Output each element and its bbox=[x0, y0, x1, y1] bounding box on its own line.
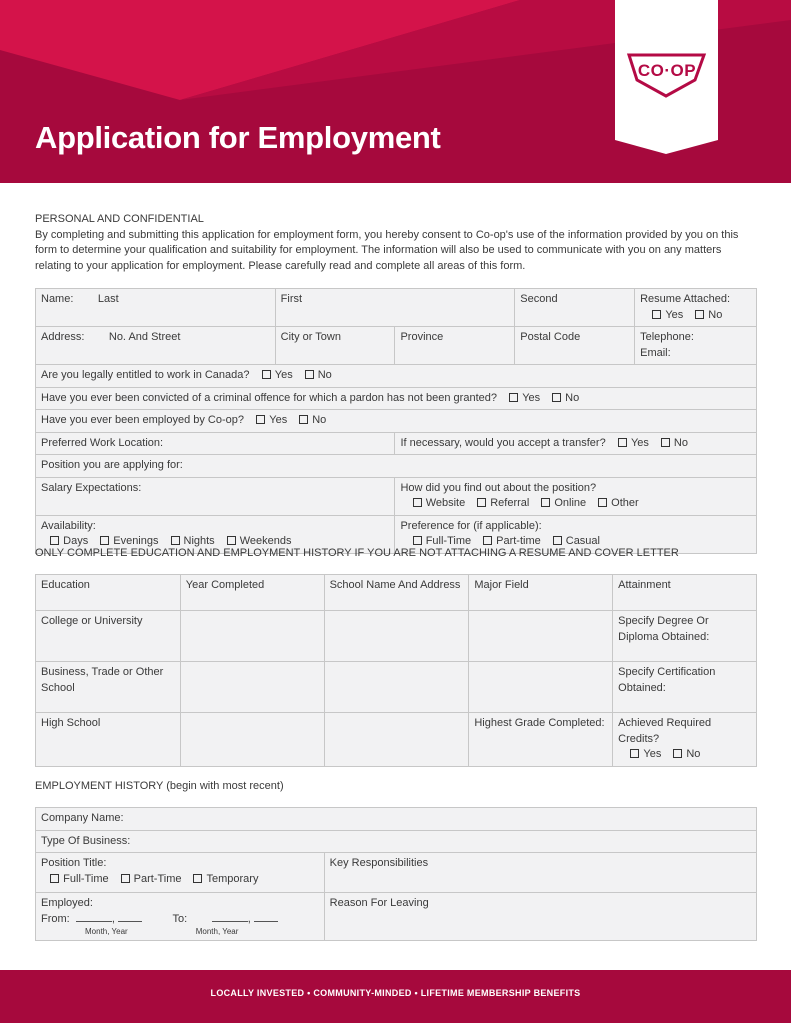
transfer-yes-checkbox[interactable] bbox=[618, 438, 627, 447]
weekends-checkbox[interactable] bbox=[227, 536, 236, 545]
name-label: Name: bbox=[41, 293, 74, 305]
availability-label: Availability: bbox=[41, 519, 96, 532]
credits-no-checkbox[interactable] bbox=[673, 749, 682, 758]
col-attainment bbox=[613, 575, 757, 611]
company-label: Company Name: bbox=[41, 812, 124, 824]
yes-label: Yes bbox=[643, 748, 662, 760]
convicted-no-checkbox[interactable] bbox=[552, 393, 561, 402]
entitled-yes-checkbox[interactable] bbox=[262, 370, 271, 379]
no-label: No bbox=[708, 308, 723, 321]
col-education bbox=[36, 575, 181, 611]
emp-fulltime-checkbox[interactable] bbox=[50, 874, 59, 883]
second-name-cell[interactable] bbox=[515, 289, 635, 327]
position-label: Position you are applying for: bbox=[41, 459, 183, 471]
second-name-label: Second bbox=[520, 293, 558, 305]
business-year-field[interactable] bbox=[180, 662, 324, 713]
entitled-question: Are you legally entitled to work in Canada? bbox=[41, 369, 250, 381]
no-label: No bbox=[565, 391, 580, 404]
entitled-row bbox=[36, 365, 757, 388]
nights-checkbox[interactable] bbox=[171, 536, 180, 545]
convicted-question: Have you ever been convicted of a criminal offence for which a pardon has not been granted? bbox=[41, 391, 497, 404]
found-online-checkbox[interactable] bbox=[541, 498, 550, 507]
responsibilities-field[interactable] bbox=[324, 853, 756, 893]
emp-parttime-label: Part-Time bbox=[133, 872, 182, 885]
no-label: No bbox=[686, 748, 701, 760]
col-year bbox=[180, 575, 324, 611]
found-cell bbox=[395, 477, 757, 515]
college-row-label bbox=[36, 611, 181, 662]
month-year-hints bbox=[41, 927, 319, 936]
resume-yes-checkbox[interactable] bbox=[652, 310, 661, 319]
postal-label: Postal Code bbox=[520, 331, 581, 343]
yes-label: Yes bbox=[630, 436, 649, 449]
from-label: From: bbox=[41, 912, 70, 925]
street-label: No. And Street bbox=[108, 331, 181, 343]
employed-yes-checkbox[interactable] bbox=[256, 415, 265, 424]
position-title-cell[interactable] bbox=[36, 853, 325, 893]
transfer-cell bbox=[395, 432, 757, 455]
employed-coop-row bbox=[36, 410, 757, 433]
yes-label: Yes bbox=[269, 414, 288, 426]
coop-logo: CO·OP bbox=[637, 61, 697, 80]
casual-checkbox[interactable] bbox=[553, 536, 562, 545]
no-label: No bbox=[673, 436, 688, 449]
resume-no-checkbox[interactable] bbox=[695, 310, 704, 319]
weekends-label: Weekends bbox=[239, 535, 292, 547]
highschool-grade-field[interactable] bbox=[469, 713, 613, 767]
first-name-label: First bbox=[280, 293, 303, 305]
responsibilities-label: Key Responsibilities bbox=[329, 857, 429, 869]
no-label: No bbox=[312, 414, 327, 426]
online-label: Online bbox=[554, 497, 587, 509]
highschool-row-label bbox=[36, 713, 181, 767]
highschool-label: High School bbox=[41, 717, 101, 729]
college-year-field[interactable] bbox=[180, 611, 324, 662]
college-label: College or University bbox=[41, 615, 143, 627]
reason-leaving-field[interactable] bbox=[324, 893, 756, 941]
referral-label: Referral bbox=[490, 497, 530, 509]
intro-section bbox=[35, 212, 755, 274]
business-certification-field[interactable] bbox=[613, 662, 757, 713]
address-label: Address: bbox=[41, 331, 85, 343]
college-school-field[interactable] bbox=[324, 611, 469, 662]
province-cell[interactable] bbox=[395, 327, 515, 365]
education-heading: ONLY COMPLETE EDUCATION AND EMPLOYMENT HISTORY IF YOU ARE NOT ATTACHING A RESUME AND COVER LETTER bbox=[35, 547, 679, 559]
credits-yes-checkbox[interactable] bbox=[630, 749, 639, 758]
footer-tagline: LOCALLY INVESTED • COMMUNITY-MINDED • LIFETIME MEMBERSHIP BENEFITS bbox=[210, 988, 581, 998]
college-major-field[interactable] bbox=[469, 611, 613, 662]
salary-cell[interactable] bbox=[36, 477, 395, 515]
resume-attached-label: Resume Attached: bbox=[640, 293, 730, 305]
degree-label: Specify Degree Or Diploma Obtained: bbox=[618, 615, 710, 643]
business-major-field[interactable] bbox=[469, 662, 613, 713]
business-label: Business, Trade or Other School bbox=[41, 666, 164, 694]
position-row[interactable] bbox=[36, 455, 757, 478]
website-label: Website bbox=[425, 497, 466, 509]
highest-grade-label: Highest Grade Completed: bbox=[474, 717, 605, 729]
preference-label: Preference for (if applicable): bbox=[400, 519, 542, 532]
intro-heading: PERSONAL AND CONFIDENTIAL bbox=[35, 213, 204, 225]
employed-dates-cell[interactable]: Employed: From: , To: , Month, Year Month, Year bbox=[36, 893, 325, 941]
name-cell[interactable] bbox=[36, 289, 276, 327]
convicted-row bbox=[36, 387, 757, 410]
major-header: Major Field bbox=[474, 579, 529, 591]
business-type-field[interactable] bbox=[36, 830, 757, 853]
business-row-label bbox=[36, 662, 181, 713]
col-school bbox=[324, 575, 469, 611]
province-label: Province bbox=[400, 331, 444, 343]
found-question: How did you find out about the position? bbox=[400, 481, 597, 494]
postal-cell[interactable] bbox=[515, 327, 635, 365]
last-name-label: Last bbox=[97, 293, 119, 305]
highschool-year-field[interactable] bbox=[180, 713, 324, 767]
city-cell[interactable] bbox=[275, 327, 395, 365]
resume-attached-cell bbox=[635, 289, 757, 327]
employment-heading: EMPLOYMENT HISTORY (begin with most recent) bbox=[35, 780, 284, 792]
entitled-no-checkbox[interactable] bbox=[305, 370, 314, 379]
school-header: School Name And Address bbox=[329, 579, 461, 591]
days-checkbox[interactable] bbox=[50, 536, 59, 545]
to-label: To: bbox=[172, 912, 188, 925]
from-month-blank[interactable] bbox=[76, 912, 112, 922]
preferred-location-label: Preferred Work Location: bbox=[41, 436, 164, 449]
education-header: Education bbox=[41, 579, 90, 591]
casual-label: Casual bbox=[565, 535, 600, 547]
transfer-question: If necessary, would you accept a transfer? bbox=[400, 436, 606, 449]
attainment-header: Attainment bbox=[618, 579, 671, 591]
nights-label: Nights bbox=[183, 535, 215, 547]
no-label: No bbox=[317, 369, 332, 381]
fulltime-checkbox[interactable] bbox=[413, 536, 422, 545]
company-name-field[interactable] bbox=[36, 808, 757, 831]
address-cell[interactable] bbox=[36, 327, 276, 365]
emp-temporary-label: Temporary bbox=[206, 872, 259, 885]
certification-label: Specify Certification Obtained: bbox=[618, 666, 716, 694]
yes-label: Yes bbox=[665, 308, 684, 321]
emp-parttime-checkbox[interactable] bbox=[121, 874, 130, 883]
transfer-no-checkbox[interactable] bbox=[661, 438, 670, 447]
yes-label: Yes bbox=[522, 391, 541, 404]
salary-label: Salary Expectations: bbox=[41, 481, 142, 494]
yes-label: Yes bbox=[274, 369, 293, 381]
credits-label: Achieved Required Credits? bbox=[618, 717, 712, 745]
to-year-blank[interactable] bbox=[254, 912, 278, 922]
other-label: Other bbox=[611, 497, 639, 509]
evenings-checkbox[interactable] bbox=[100, 536, 109, 545]
from-year-blank[interactable] bbox=[118, 912, 142, 922]
employed-coop-question: Have you ever been employed by Co-op? bbox=[41, 414, 245, 426]
employed-no-checkbox[interactable] bbox=[299, 415, 308, 424]
col-major bbox=[469, 575, 613, 611]
from-month-year-hint: Month, Year bbox=[85, 927, 128, 936]
employment-table bbox=[35, 807, 757, 941]
preferred-location-cell[interactable] bbox=[36, 432, 395, 455]
highschool-credits-cell bbox=[613, 713, 757, 767]
parttime-label: Part-time bbox=[496, 535, 541, 547]
to-month-blank[interactable] bbox=[212, 912, 248, 922]
personal-info-table bbox=[35, 288, 757, 554]
emp-temporary-checkbox[interactable] bbox=[193, 874, 202, 883]
position-title-label: Position Title: bbox=[41, 857, 107, 869]
fulltime-label: Full-Time bbox=[425, 535, 472, 547]
contact-cell[interactable] bbox=[635, 327, 757, 365]
found-referral-checkbox[interactable] bbox=[477, 498, 486, 507]
days-label: Days bbox=[63, 535, 89, 547]
first-name-cell[interactable] bbox=[275, 289, 515, 327]
reason-label: Reason For Leaving bbox=[329, 897, 429, 909]
found-other-checkbox[interactable] bbox=[598, 498, 607, 507]
footer-bar bbox=[0, 970, 791, 1023]
education-table bbox=[35, 574, 757, 767]
email-label: Email: bbox=[640, 346, 671, 359]
telephone-label: Telephone: bbox=[640, 331, 694, 343]
highschool-school-field[interactable] bbox=[324, 713, 469, 767]
convicted-yes-checkbox[interactable] bbox=[509, 393, 518, 402]
business-type-label: Type Of Business: bbox=[41, 834, 131, 847]
college-degree-field[interactable] bbox=[613, 611, 757, 662]
found-website-checkbox[interactable] bbox=[413, 498, 422, 507]
page-title: Application for Employment bbox=[35, 120, 441, 155]
city-label: City or Town bbox=[280, 331, 341, 343]
evenings-label: Evenings bbox=[113, 535, 159, 547]
parttime-checkbox[interactable] bbox=[483, 536, 492, 545]
year-header: Year Completed bbox=[185, 579, 265, 591]
business-school-field[interactable] bbox=[324, 662, 469, 713]
employed-label: Employed: bbox=[41, 897, 93, 909]
intro-body: By completing and submitting this application for employment form, you hereby consent to Co-op's use of the information provided by you on this form to determine your qualification and suitability for employment. The information will also be used to communicate with you on any matters relating to your application for employment. Please carefully read and complete all areas of this form. bbox=[35, 228, 739, 272]
emp-fulltime-label: Full-Time bbox=[63, 872, 109, 885]
to-month-year-hint: Month, Year bbox=[195, 927, 239, 936]
